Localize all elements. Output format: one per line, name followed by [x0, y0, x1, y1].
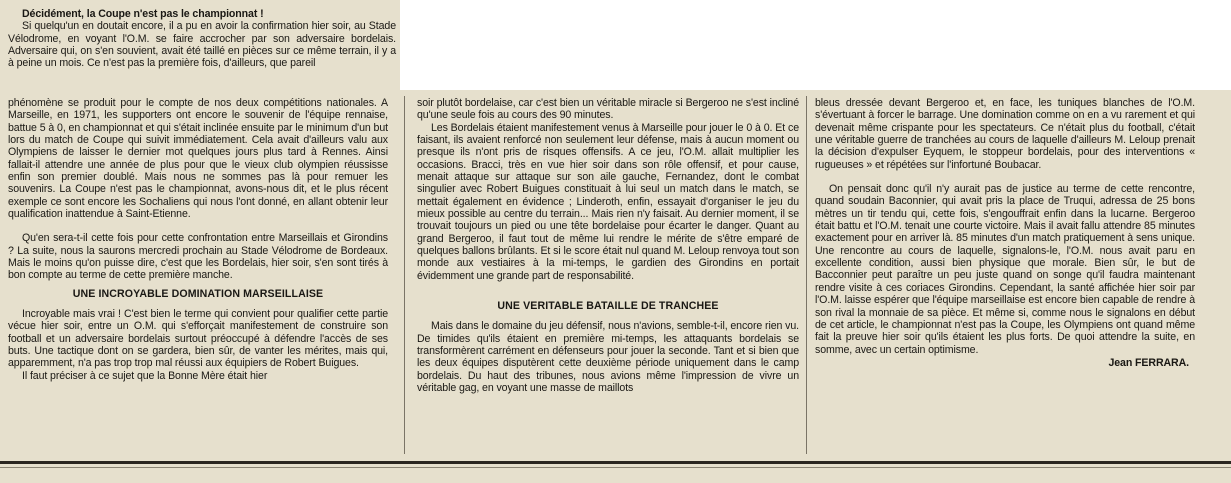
article-column-2 — [417, 97, 799, 394]
paragraph: Incroyable mais vrai ! C'est bien le terme qui convient pour qualifier cette partie vécue hier soir, entre un O.M. qui s'efforçait manifestement de construire son football et un adversaire bordelais surtout préoccupé à défendre l'accès de ses buts. Une tactique dont on se gardera, bien sûr, de vanter les mérites, mais qui, apparemment, n'a pas trop trop mal réussi aux équipiers de Robert Buigues. — [8, 307, 388, 370]
spacer — [8, 220, 388, 232]
author-signature: Jean FERRARA. — [1108, 356, 1189, 369]
article-column-1 — [8, 97, 388, 382]
paragraph: On pensait donc qu'il n'y aurait pas de justice au terme de cette rencontre, quand soudain Baconnier, qui avait pris la place de Truqui, adressa de 25 bons mètres un tir tendu qui, cette fois, s'engouffrait enfin dans la lucarne. Bergeroo était battu et l'O.M. tenait une courte victoire. Mais il avait fallu attendre 85 minutes exactement pour en arriver là. 85 minutes d'un match pratiquement à sens unique. Une rencontre au cours de laquelle, signalons-le, l'O.M. nous avait paru en excellente condition, aussi bien physique que morale. Bien sûr, le but de Bacconnier peut paraître un peu juste quand on songe qu'il faudra maintenant rendre visite à ces coriaces Girondins. Cependant, la santé affichée hier soir par l'O.M. laisse espérer que l'équipe marseillaise est encore bien capable de rendre à son rival la monnaie de sa pièce. Et même si, comme nous le signalons en début de cet article, le championnat n'est pas la Coupe, les Olympiens ont quand même fait la preuve hier soir qu'ils étaient les plus forts. De quoi attendre la suite, en somme, avec un certain optimisme. — [815, 183, 1195, 356]
paragraph: Qu'en sera-t-il cette fois pour cette confrontation entre Marseillais et Girondins ? La suite, nous la saurons mercredi prochain au Stade Vélodrome de Bordeaux. Mais le moins qu'on puisse dire, c'est que les Bordelais, hier soir, s'en sont tirés à bon compte au terme de cette première manche. — [8, 232, 388, 282]
paragraph: Les Bordelais étaient manifestement venus à Marseille pour jouer le 0 à 0. Et ce faisant, ils avaient renforcé non seulement leur défense, mais à aucun moment ou presque ils n'ont pris de risques offensifs. A ce jeu, l'O.M. allait multiplier les occasions. Bracci, très en vue hier soir dans son rôle offensif, et pour cause, menait attaque sur attaque sur son aile gauche, Fernandez, dont le combat singulier avec Robert Buigues constituait à lui seul un match dans le match, se mettait également en évidence ; Linderoth, enfin, essayait d'organiser le jeu du mieux possible au centre du terrain... Mais rien n'y faisait. Au dernier moment, il se trouvait toujours un pied ou une tête bordelaise pour écarter le danger. Quant au grand Bergeroo, il faut tout de même lui rendre le mérite de s'être emparé de quelques ballons brûlants. Et si le score était nul quand M. Leloup renvoya tout son monde aux vestiaires à la mi-temps, le gardien des Girondins en portait évidemment une grande part de responsabilité. — [417, 121, 799, 282]
paragraph: soir plutôt bordelaise, car c'est bien un véritable miracle si Bergeroo ne s'est incliné qu'une seule fois au cours des 90 minutes. — [417, 97, 799, 122]
intro-title: Décidément, la Coupe n'est pas le championnat ! — [22, 8, 264, 20]
paragraph: phénomène se produit pour le compte de nos deux compétitions nationales. A Marseille, en 1971, les supporters ont encore le souvenir de l'équipe rennaise, battue 5 à 0, en championnat et qui s'était inclinée ensuite par le minimum d'un but lors du match de Coupe qui suivit immédiatement. Cela avait d'ailleurs valu aux Olympiens de laisser le dernier mot quelques jours plus tard à Rennes. Ainsi fallait-il attendre une année de plus pour que le vieux club olympien réussisse enfin son premier doublé. Mais nous ne sommes pas là pour remuer les souvenirs. La Coupe n'est pas le championnat, avons-nous dit, et le plus récent exemple ce sont encore les Sochaliens qui nous l'ont donné, en allant obtenir leur qualification inattendue à Saint-Etienne. — [8, 97, 388, 221]
column-divider — [806, 96, 807, 454]
intro-paragraph: Si quelqu'un en doutait encore, il a pu en avoir la confirmation hier soir, au Stade Vélodrome, en voyant l'O.M. se faire accrocher par son adversaire bordelais. Adversaire qui, on s'en souvient, avait été taillé en pièces sur ce même terrain, il y a à peine un mois. Ce n'est pas la première fois, d'ailleurs, que pareil — [8, 20, 396, 70]
column-divider — [404, 96, 405, 454]
article-column-3 — [815, 97, 1195, 369]
section-heading: UNE INCROYABLE DOMINATION MARSEILLAISE — [72, 287, 324, 300]
section-heading: UNE VERITABLE BATAILLE DE TRANCHEE — [497, 300, 719, 313]
paragraph: bleus dressée devant Bergeroo et, en face, les tuniques blanches de l'O.M. s'évertuant à forcer le barrage. Une domination comme on en a vu rarement et qui devenait même crispante pour les spectateurs. Ce n'était plus du football, c'était une véritable guerre de tranchées au cours de laquelle d'ailleurs M. Leloup prenait la décision d'expulser Eyquem, le stoppeur bordelais, pour des interventions « rugueuses » et répétées sur l'infortuné Boubacar. — [815, 97, 1195, 171]
paragraph: Il faut préciser à ce sujet que la Bonne Mère était hier — [22, 369, 268, 382]
spacer — [815, 171, 1195, 183]
spacer — [417, 282, 799, 294]
blank-area — [400, 0, 1231, 90]
bottom-rule — [0, 461, 1231, 464]
intro-block — [8, 8, 396, 70]
paragraph: Mais dans le domaine du jeu défensif, nous n'avions, semble-t-il, encore rien vu. De timides qu'ils étaient en première mi-temps, les attaquants bordelais se transformèrent carrément en défenseurs pour jouer la seconde. Tant et si bien que les deux équipes disputèrent cette deuxième période uniquement dans le camp bordelais. Du haut des tribunes, nous avions même l'impression de vivre un véritable gag, en voyant une masse de maillots — [417, 320, 799, 394]
bottom-rule-thin — [0, 467, 1231, 468]
